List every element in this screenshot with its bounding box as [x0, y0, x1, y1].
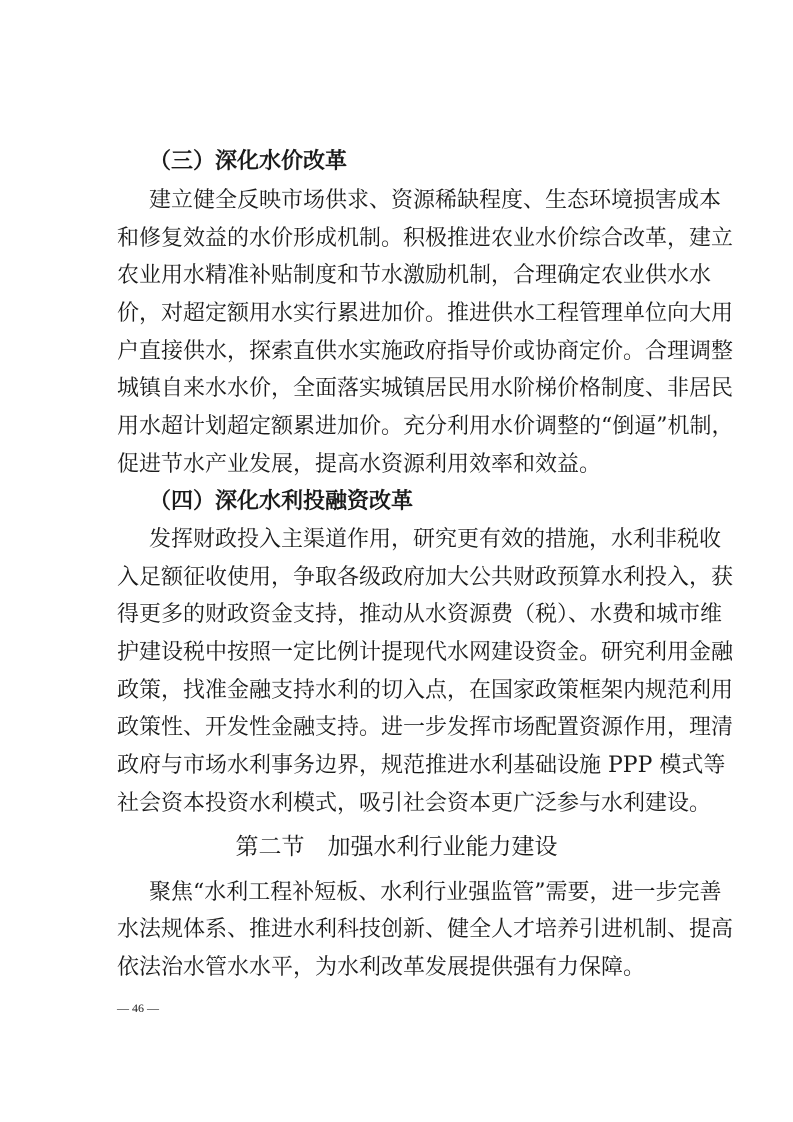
paragraph-line: 城镇自来水水价，全面落实城镇居民用水阶梯价格制度、非居民	[117, 376, 734, 401]
paragraph-line: 得更多的财政资金支持，推动从水资源费（税）、水费和城市维	[117, 602, 723, 627]
paragraph-line: 发挥财政投入主渠道作用，研究更有效的措施，水利非税收	[149, 527, 722, 552]
paragraph-line: 政策，找准金融支持水利的切入点，在国家政策框架内规范利用	[117, 678, 734, 703]
section-heading-investment-financing: （四）深化水利投融资改革	[149, 489, 414, 514]
paragraph-line: 建立健全反映市场供求、资源稀缺程度、生态环境损害成本	[149, 188, 722, 213]
paragraph-line: 用水超计划超定额累进加价。充分利用水价调整的“倒逼”机制，	[117, 414, 734, 439]
section-heading-water-price: （三）深化水价改革	[149, 149, 348, 174]
paragraph-line: 农业用水精准补贴制度和节水激励机制，合理确定农业供水水	[117, 263, 712, 288]
section-title: 第二节 加强水利行业能力建设	[235, 834, 558, 860]
paragraph-line: 户直接供水，探索直供水实施政府指导价或协商定价。合理调整	[117, 339, 734, 364]
paragraph-line: 聚焦“水利工程补短板、水利行业强监管”需要，进一步完善	[149, 880, 722, 905]
paragraph-line: 护建设税中按照一定比例计提现代水网建设资金。研究利用金融	[117, 640, 734, 665]
paragraph-line: 社会资本投资水利模式，吸引社会资本更广泛参与水利建设。	[117, 791, 712, 816]
paragraph-line: 依法治水管水水平，为水利改革发展提供强有力保障。	[117, 955, 646, 980]
paragraph-line: 政策性、开发性金融支持。进一步发挥市场配置资源作用，理清	[117, 715, 734, 740]
paragraph-line: 价，对超定额用水实行累进加价。推进供水工程管理单位向大用	[117, 301, 734, 326]
paragraph-line: 和修复效益的水价形成机制。积极推进农业水价综合改革，建立	[117, 226, 734, 251]
paragraph-line: 入足额征收使用，争取各级政府加大公共财政预算水利投入，获	[117, 565, 734, 590]
paragraph-line: 政府与市场水利事务边界，规范推进水利基础设施 PPP 模式等	[117, 753, 726, 778]
page-number: — 46 —	[117, 1001, 159, 1015]
paragraph-line: 水法规体系、推进水利科技创新、健全人才培养引进机制、提高	[117, 917, 734, 942]
paragraph-line: 促进节水产业发展，提高水资源利用效率和效益。	[117, 452, 602, 477]
